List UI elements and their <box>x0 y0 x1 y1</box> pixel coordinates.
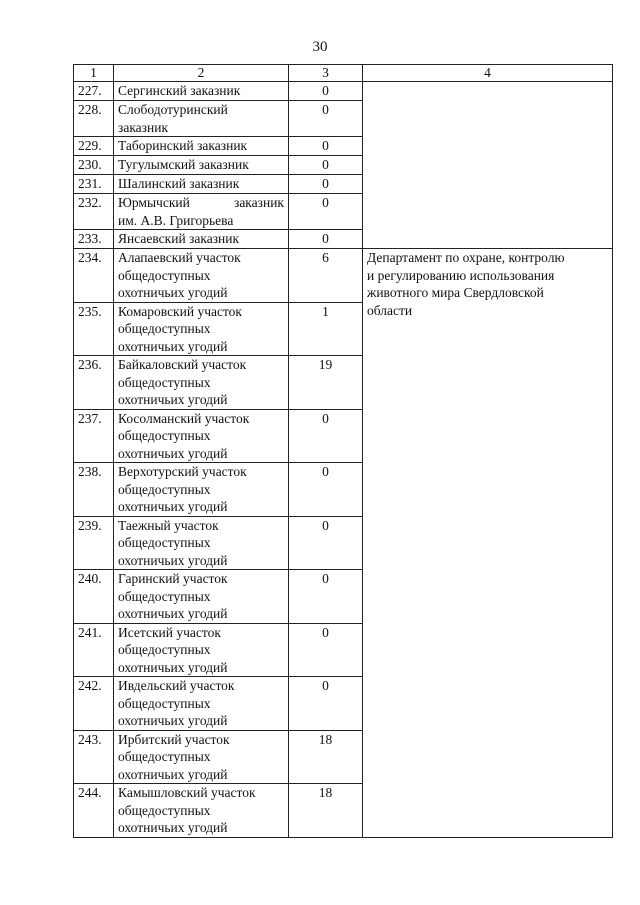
row-name-line: общедоступных <box>118 535 211 550</box>
row-value: 0 <box>289 570 363 624</box>
row-number: 229. <box>74 137 114 156</box>
row-name-line: общедоступных <box>118 749 211 764</box>
row-number: 244. <box>74 784 114 838</box>
row-number: 238. <box>74 463 114 517</box>
row-name-line: охотничьих угодий <box>118 820 228 835</box>
row-name-line: Байкаловский участок <box>118 357 247 372</box>
row-name <box>114 784 289 838</box>
department-line: Департамент по охране, контролю <box>367 250 565 265</box>
row-value: 0 <box>289 156 363 175</box>
department-line: и регулированию использования <box>367 267 555 283</box>
row-name-line: охотничьих угодий <box>118 338 228 354</box>
row-value: 0 <box>289 101 363 137</box>
row-name <box>114 356 289 410</box>
row-name <box>114 409 289 463</box>
row-name-line: общедоступных <box>118 695 211 711</box>
row-number: 232. <box>74 194 114 230</box>
row-name-line: Таежный участок <box>118 517 219 533</box>
department-line: животного мира Свердловской <box>367 285 544 300</box>
row-name-line: Гаринский участок <box>118 571 228 586</box>
department-line: области <box>367 302 413 318</box>
department-cell <box>363 249 613 838</box>
row-name-line: Юрмычский заказник <box>118 195 284 210</box>
row-name-line: Шалинский заказник <box>118 176 240 191</box>
row-name-line: охотничьих угодий <box>118 606 228 621</box>
row-name <box>114 570 289 624</box>
row-name-line: Таборинский заказник <box>118 138 248 153</box>
records-table <box>73 64 613 838</box>
table-row <box>74 249 613 303</box>
row-name-line: охотничьих угодий <box>118 713 228 728</box>
row-number: 243. <box>74 730 114 784</box>
row-name <box>114 730 289 784</box>
row-number: 228. <box>74 101 114 137</box>
row-name-line: Косолманский участок <box>118 410 250 426</box>
row-number: 227. <box>74 82 114 101</box>
row-value: 0 <box>289 194 363 230</box>
row-name <box>114 516 289 570</box>
row-name-line: охотничьих угодий <box>118 659 228 675</box>
row-number: 230. <box>74 156 114 175</box>
row-name <box>114 137 289 156</box>
row-name <box>114 156 289 175</box>
row-name-line: Ивдельский участок <box>118 678 235 693</box>
row-name <box>114 82 289 101</box>
row-name <box>114 677 289 731</box>
row-number: 241. <box>74 623 114 677</box>
row-value: 0 <box>289 623 363 677</box>
row-name <box>114 623 289 677</box>
row-number: 231. <box>74 175 114 194</box>
row-number: 240. <box>74 570 114 624</box>
row-number: 242. <box>74 677 114 731</box>
row-value: 6 <box>289 249 363 303</box>
row-name-line: охотничьих угодий <box>118 552 228 568</box>
row-name-line: Верхотурский участок <box>118 464 247 479</box>
row-name-line: Янсаевский заказник <box>118 231 240 246</box>
row-name-line: охотничьих угодий <box>118 499 228 514</box>
row-name-line: Комаровский участок <box>118 303 242 319</box>
row-name <box>114 175 289 194</box>
row-name-line: общедоступных <box>118 642 211 657</box>
row-name-line: общедоступных <box>118 374 211 390</box>
row-name <box>114 101 289 137</box>
row-value: 0 <box>289 516 363 570</box>
row-name-line: общедоступных <box>118 267 211 283</box>
row-name-line: им. А.В. Григорьева <box>118 212 234 228</box>
page-number: 30 <box>312 39 328 55</box>
row-value: 0 <box>289 137 363 156</box>
row-name-line: Исетский участок <box>118 624 221 640</box>
row-name-line: общедоступных <box>118 588 211 604</box>
row-name-line: заказник <box>118 119 169 135</box>
row-number: 236. <box>74 356 114 410</box>
row-name-line: Тугулымский заказник <box>118 157 249 172</box>
row-name-line: охотничьих угодий <box>118 285 228 300</box>
row-value: 1 <box>289 302 363 356</box>
row-number: 234. <box>74 249 114 303</box>
row-value: 0 <box>289 409 363 463</box>
row-name-line: охотничьих угодий <box>118 392 228 407</box>
row-number: 233. <box>74 230 114 249</box>
row-number: 235. <box>74 302 114 356</box>
row-name-line: общедоступных <box>118 428 211 443</box>
row-name-line: Сергинский заказник <box>118 83 241 98</box>
table-header-row <box>74 65 613 82</box>
row-name-line: Слободотуринский <box>118 102 228 117</box>
row-value: 0 <box>289 175 363 194</box>
row-name-line: общедоступных <box>118 802 211 818</box>
row-name-line: охотничьих угодий <box>118 766 228 782</box>
row-name-line: общедоступных <box>118 321 211 336</box>
row-value: 19 <box>289 356 363 410</box>
row-value: 18 <box>289 784 363 838</box>
row-name-line: Камышловский участок <box>118 785 256 800</box>
row-name-line: охотничьих угодий <box>118 445 228 461</box>
column-header: 2 <box>114 65 289 82</box>
row-name <box>114 230 289 249</box>
row-value: 0 <box>289 677 363 731</box>
row-value: 0 <box>289 82 363 101</box>
empty-merged-cell <box>363 82 613 249</box>
column-header: 4 <box>363 65 613 82</box>
table-body <box>74 65 613 838</box>
row-name <box>114 194 289 230</box>
row-name <box>114 463 289 517</box>
column-header: 1 <box>74 65 114 82</box>
row-number: 239. <box>74 516 114 570</box>
table-row <box>74 82 613 101</box>
row-number: 237. <box>74 409 114 463</box>
row-name <box>114 249 289 303</box>
row-name-line: общедоступных <box>118 481 211 497</box>
row-name <box>114 302 289 356</box>
row-name-line: Ирбитский участок <box>118 731 230 747</box>
row-value: 0 <box>289 463 363 517</box>
row-name-line: Алапаевский участок <box>118 250 241 265</box>
row-value: 0 <box>289 230 363 249</box>
row-value: 18 <box>289 730 363 784</box>
column-header: 3 <box>289 65 363 82</box>
